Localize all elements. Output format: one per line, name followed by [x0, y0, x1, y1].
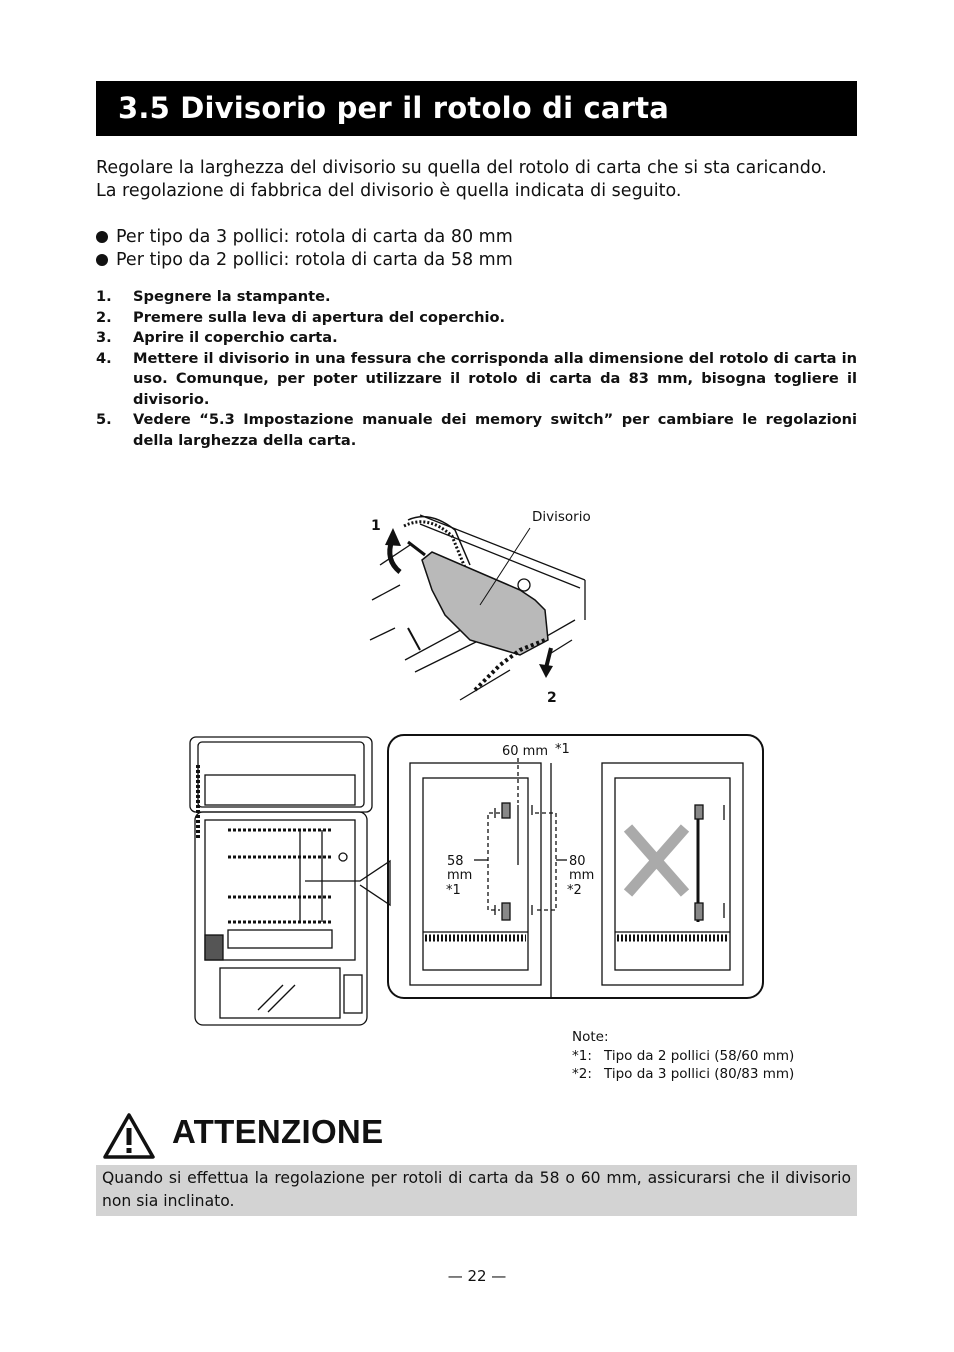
label-80-unit: mm: [569, 868, 595, 883]
label-60mm-note: *1: [555, 742, 570, 757]
step-text: Spegnere la stampante.: [133, 288, 331, 305]
note-item: [572, 1065, 794, 1084]
note-text: Tipo da 2 pollici (58/60 mm): [604, 1047, 795, 1064]
intro-paragraph-1: Regolare la larghezza del divisorio su quella del rotolo di carta che si sta caricando.: [96, 158, 827, 178]
step-text: Vedere “5.3 Impostazione manuale dei memory switch” per cambiare le regolazioni della larghezza della carta.: [133, 411, 857, 449]
step-number: 1.: [96, 288, 112, 305]
label-58-unit: mm: [447, 868, 473, 883]
note-key: *1:: [572, 1047, 592, 1064]
step-text: Premere sulla leva di apertura del coperchio.: [133, 308, 506, 326]
note-text: Tipo da 3 pollici (80/83 mm): [604, 1066, 795, 1082]
label-58: 58: [447, 854, 464, 869]
callout-step-1: 1: [371, 518, 381, 534]
step-number: 3.: [96, 329, 112, 346]
callout-divisorio: Divisorio: [532, 509, 591, 525]
notes-heading: Note:: [572, 1029, 609, 1045]
callout-step-2: 2: [547, 690, 557, 706]
intro-paragraph-2: La regolazione di fabbrica del divisorio è quella indicata di seguito.: [96, 181, 682, 201]
note-key: *2:: [572, 1066, 592, 1082]
figure-notes: [572, 1028, 794, 1084]
step-number: 2.: [96, 308, 112, 326]
label-80: 80: [569, 854, 586, 869]
section-title: 3.5 Divisorio per il rotolo di carta: [118, 91, 670, 125]
label-80-note: *2: [567, 883, 582, 898]
step-text: Mettere il divisorio in una fessura che corrisponda alla dimensione del rotolo di carta in uso. Comunque, per poter utilizzare il rotolo di carta da 83 mm, bisogna togliere il divisorio.: [133, 349, 857, 408]
label-58-note: *1: [446, 883, 461, 898]
attention-text: Quando si effettua la regolazione per rotoli di carta da 58 o 60 mm, assicurarsi che il divisorio non sia inclinato.: [102, 1169, 851, 1210]
label-60mm: 60 mm: [502, 744, 549, 759]
divider-insertion-illustration: [370, 515, 585, 700]
bullet-text: Per tipo da 3 pollici: rotola di carta da 80 mm: [116, 227, 513, 247]
note-item: [572, 1047, 794, 1066]
bullet-text: Per tipo da 2 pollici: rotola di carta da 58 mm: [116, 250, 513, 270]
step-text: Aprire il coperchio carta.: [133, 329, 338, 346]
page-number: — 22 —: [447, 1267, 507, 1285]
warning-triangle-icon: [102, 1112, 156, 1160]
attention-box: [96, 1165, 857, 1216]
attention-title: ATTENZIONE: [172, 1113, 384, 1150]
step-number: 5.: [96, 411, 112, 428]
step-number: 4.: [96, 349, 112, 367]
incorrect-x-icon: [628, 828, 685, 893]
printer-top-view: [190, 737, 390, 1025]
